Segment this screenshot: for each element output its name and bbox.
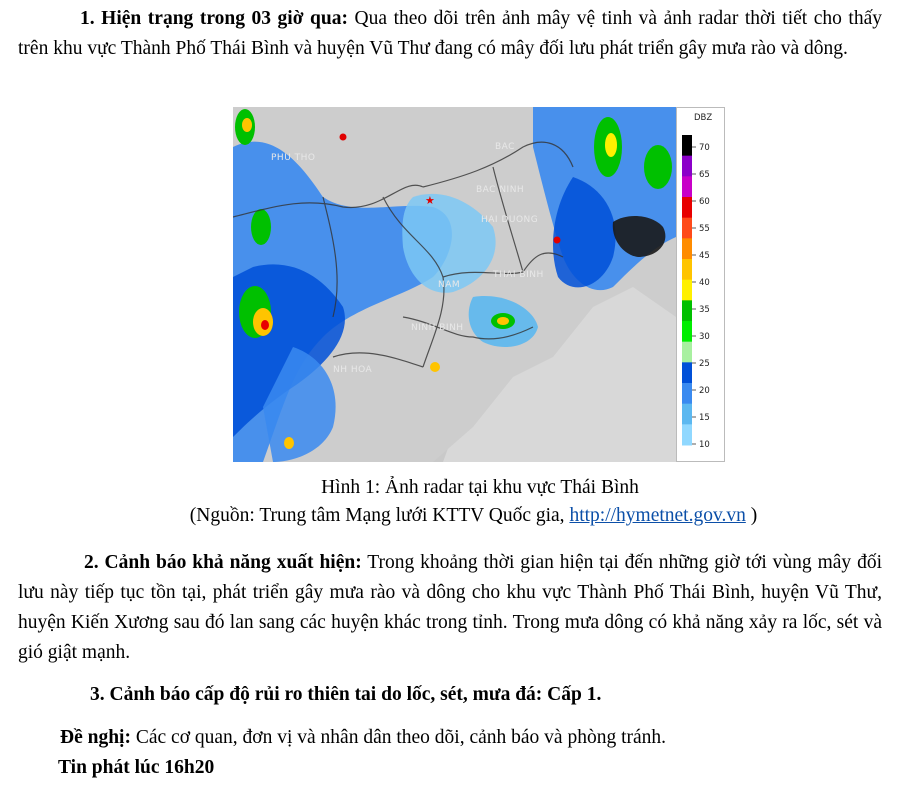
legend-swatch — [682, 362, 692, 383]
legend-tick-label: 70 — [699, 143, 710, 153]
figure-caption: Hình 1: Ảnh radar tại khu vực Thái Bình — [321, 477, 639, 498]
radar-figure — [233, 107, 725, 462]
legend-swatch — [682, 280, 692, 301]
figure-source — [0, 502, 907, 530]
legend-swatch — [682, 176, 692, 197]
radar-map-image — [233, 107, 676, 462]
legend-swatch — [682, 321, 692, 342]
source-suffix: ) — [745, 505, 758, 526]
legend-swatch — [682, 238, 692, 259]
map-label-phu-tho: PHU THO — [271, 153, 316, 163]
section-2-heading: 2. Cảnh báo khả năng xuất hiện: — [84, 552, 362, 573]
map-label-nam: NAM — [438, 280, 461, 290]
section-1-heading: 1. Hiện trạng trong 03 giờ qua: — [80, 8, 348, 29]
map-label-hai-duong: HAI DUONG — [481, 215, 539, 225]
source-link[interactable]: http://hymetnet.gov.vn — [569, 505, 746, 526]
map-label-bac: BAC — [495, 142, 515, 152]
legend-tick-label: 15 — [699, 413, 710, 423]
legend-swatch — [682, 424, 692, 445]
legend-swatch — [682, 404, 692, 425]
legend-color-scale — [682, 135, 692, 446]
legend-tick-label: 55 — [699, 224, 710, 234]
legend-tick-label: 35 — [699, 305, 710, 315]
map-label-nh-hoa: NH HOA — [333, 365, 373, 375]
legend-swatch — [682, 197, 692, 218]
map-label-ninh-binh: NINH BINH — [411, 323, 464, 333]
map-label-bac-ninh: BAC NINH — [476, 185, 525, 195]
legend-tick-label: 45 — [699, 251, 710, 261]
legend-tick-label: 25 — [699, 359, 710, 369]
legend-tick-label: 60 — [699, 197, 710, 207]
legend-tick-label: 30 — [699, 332, 710, 342]
legend-unit: DBZ — [694, 113, 713, 123]
section-1-paragraph — [18, 4, 882, 64]
legend-tick-label: 20 — [699, 386, 710, 396]
legend-swatch — [682, 156, 692, 177]
legend-swatch — [682, 300, 692, 321]
legend-swatch — [682, 218, 692, 239]
recommendation-body: Các cơ quan, đơn vị và nhân dân theo dõi, cảnh báo và phòng tránh. — [130, 727, 667, 748]
issued-time: Tin phát lúc 16h20 — [58, 757, 215, 778]
section-3-heading: 3. Cảnh báo cấp độ rủi ro thiên tai do lốc, sét, mưa đá: Cấp 1. — [90, 684, 602, 705]
legend-swatch — [682, 259, 692, 280]
section-2-body: Trong khoảng thời gian hiện tại đến những giờ tới vùng mây đối lưu này tiếp tục tồn tại, phát triển gây mưa rào và dông cho khu vực Thành Phố Thái Bình, huyện Vũ Thư, huyện Kiến Xương sau đó lan sang các huyện khác trong tỉnh. Trong mưa dông có khả năng xảy ra lốc, sét và gió giật mạnh. — [18, 552, 883, 663]
section-2-paragraph — [18, 548, 882, 668]
svg-text:★: ★ — [425, 194, 435, 207]
legend-swatch — [682, 342, 692, 363]
legend-tick-label: 65 — [699, 170, 710, 180]
legend-swatch — [682, 383, 692, 404]
source-prefix: (Nguồn: Trung tâm Mạng lưới KTTV Quốc gia, — [189, 505, 570, 526]
section-1-body: Qua theo dõi trên ảnh mây vệ tinh và ảnh radar thời tiết cho thấy trên khu vực Thành Phố Thái Bình và huyện Vũ Thư đang có mây đối lưu phát triển gây mưa rào và dông. — [18, 8, 883, 59]
legend-swatch — [682, 135, 692, 156]
recommendation-label: Đề nghị: — [60, 727, 131, 748]
legend-tick-label: 10 — [699, 440, 710, 450]
legend-tick-label: 40 — [699, 278, 710, 288]
map-label-thai-binh: THAI BINH — [493, 270, 544, 280]
recommendation-paragraph — [60, 723, 860, 753]
radar-legend — [676, 107, 725, 462]
